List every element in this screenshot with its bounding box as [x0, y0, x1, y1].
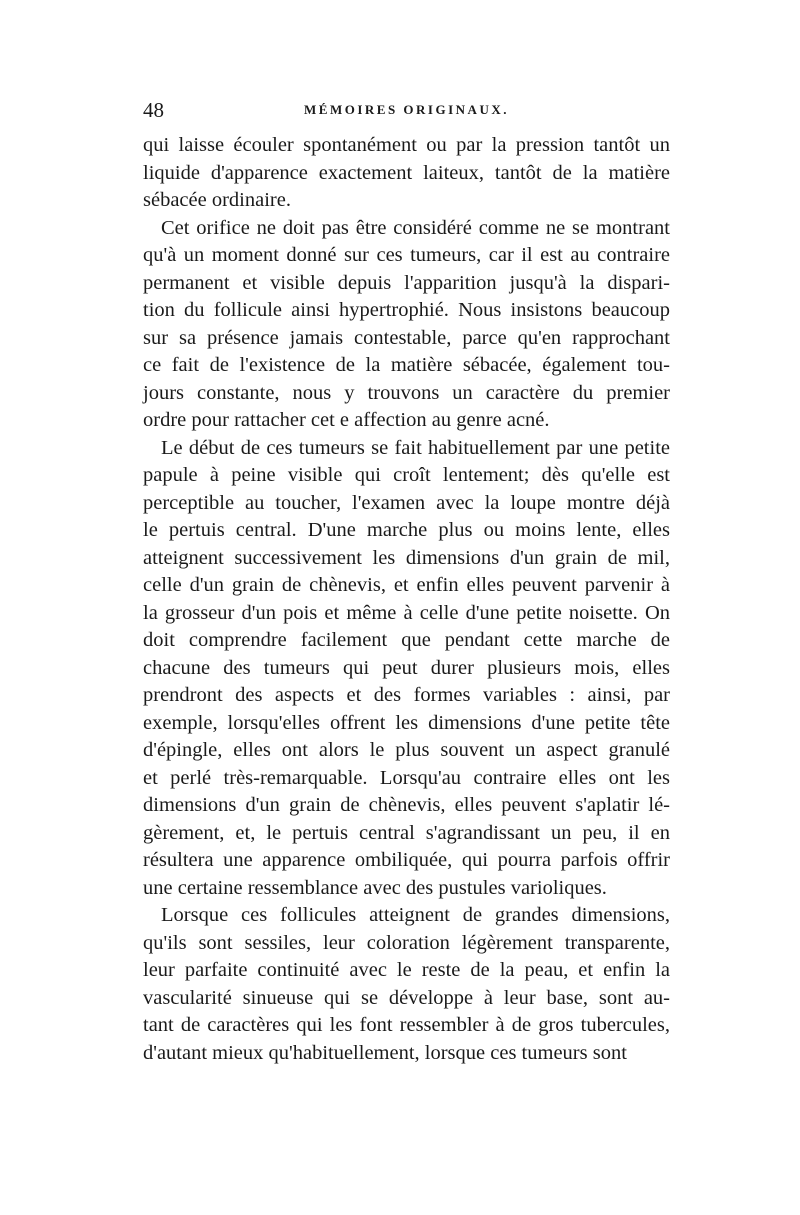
text-line: Cet orifice ne doit pas être considéré comme ne se montrant: [161, 216, 670, 239]
page-number: 48: [143, 98, 164, 122]
text-line: tant de caractères qui les font ressembler à de gros tubercules,: [143, 1014, 670, 1036]
running-title: MÉMOIRES ORIGINAUX.: [304, 102, 509, 117]
text-line: d'autant mieux qu'habituellement, lorsque ces tumeurs sont: [143, 1041, 627, 1064]
text-line: une certaine ressemblance avec des pustules varioliques.: [143, 876, 607, 899]
text-line: liquide d'apparence exactement laiteux, tantôt de la matière: [143, 161, 670, 184]
text-line: ordre pour rattacher cet e affection au genre acné.: [143, 409, 550, 431]
text-line: sur sa présence jamais contestable, parce qu'en rapprochant: [143, 326, 670, 349]
running-head: [143, 98, 670, 126]
paragraph: [143, 435, 670, 903]
text-line: Le début de ces tumeurs se fait habituellement par une petite: [161, 436, 670, 459]
text-line: et perlé très-remarquable. Lorsqu'au contraire elles ont les: [143, 766, 670, 789]
text-line: prendront des aspects et des formes variables : ainsi, par: [143, 684, 670, 706]
text-line: le pertuis central. D'une marche plus ou moins lente, elles: [143, 519, 670, 541]
text-line: exemple, lorsqu'elles offrent les dimensions d'une petite tête: [143, 711, 670, 734]
text-line: chacune des tumeurs qui peut durer plusieurs mois, elles: [143, 656, 670, 679]
paragraph: [143, 215, 670, 435]
text-line: sébacée ordinaire.: [143, 189, 291, 211]
text-line: atteignent successivement les dimensions d'un grain de mil,: [143, 546, 670, 569]
body-text: [143, 132, 670, 1067]
text-line: qu'à un moment donné sur ces tumeurs, car il est au contraire: [143, 244, 670, 266]
text-line: permanent et visible depuis l'apparition jusqu'à la dispari-: [143, 271, 670, 294]
text-line: papule à peine visible qui croît lentement; dès qu'elle est: [143, 464, 670, 486]
text-line: celle d'un grain de chènevis, et enfin elles peuvent parvenir à: [143, 574, 670, 596]
text-line: résultera une apparence ombiliquée, qui pourra parfois offrir: [143, 849, 670, 871]
text-line: doit comprendre facilement que pendant cette marche de: [143, 629, 670, 651]
text-line: ce fait de l'existence de la matière sébacée, également tou-: [143, 354, 670, 376]
text-line: qu'ils sont sessiles, leur coloration légèrement transparente,: [143, 931, 670, 954]
text-line: vascularité sinueuse qui se développe à leur base, sont au-: [143, 986, 670, 1009]
text-line: qui laisse écouler spontanément ou par la pression tantôt un: [143, 134, 670, 156]
text-line: Lorsque ces follicules atteignent de grandes dimensions,: [161, 904, 670, 926]
text-line: la grosseur d'un pois et même à celle d'une petite noisette. On: [143, 601, 670, 624]
text-line: tion du follicule ainsi hypertrophié. Nous insistons beaucoup: [143, 299, 670, 321]
text-line: d'épingle, elles ont alors le plus souvent un aspect granulé: [143, 739, 670, 761]
paragraph: [143, 902, 670, 1067]
text-line: gèrement, et, le pertuis central s'agrandissant un peu, il en: [143, 821, 670, 844]
text-line: dimensions d'un grain de chènevis, elles peuvent s'aplatir lé-: [143, 794, 670, 816]
paragraph: [143, 132, 670, 215]
text-line: perceptible au toucher, l'examen avec la loupe montre déjà: [143, 491, 670, 514]
text-line: leur parfaite continuité avec le reste de la peau, et enfin la: [143, 959, 670, 981]
text-line: jours constante, nous y trouvons un caractère du premier: [143, 381, 670, 404]
